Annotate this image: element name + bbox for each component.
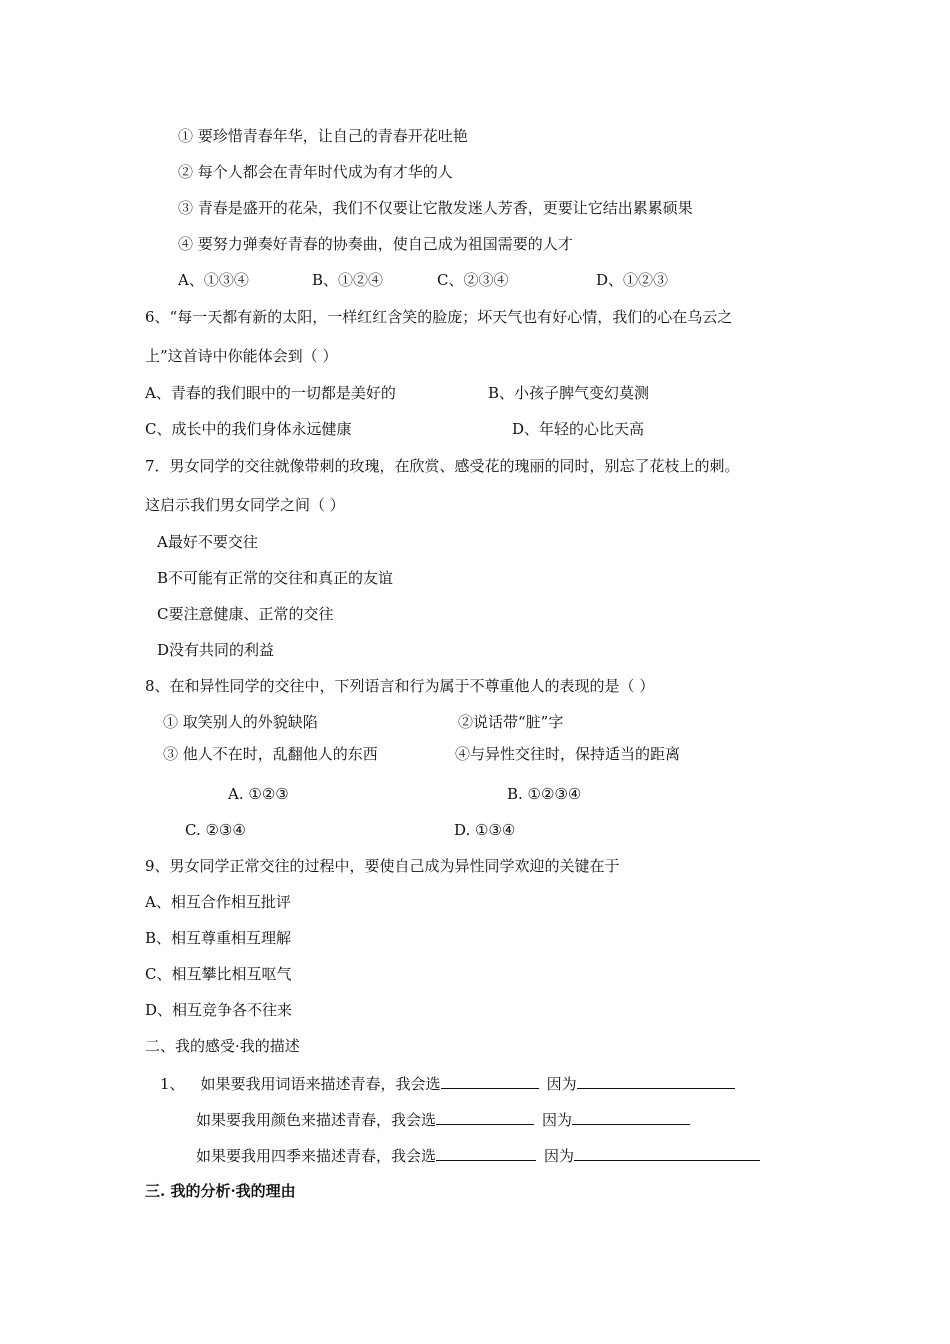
q9-option-b: B、相互尊重相互理解 [145, 929, 292, 947]
section-2-item-2-row [196, 1108, 690, 1130]
q8-choice-c: C. ②③④ [185, 821, 246, 839]
q8-choice-a: A. ①②③ [228, 785, 289, 803]
q5-choice-c: C、②③④ [437, 271, 509, 289]
q8-item-3: ③ 他人不在时，乱翻他人的东西 [163, 745, 378, 763]
words-reason-blank[interactable] [577, 1072, 735, 1089]
q9-option-a: A、相互合作相互批评 [145, 893, 291, 911]
section-2-item-1-row [160, 1072, 735, 1094]
section-2-item-number: 1、 [160, 1075, 185, 1093]
color-reason-label: 因为 [542, 1111, 573, 1129]
q6-stem-line1: 6、“每一天都有新的太阳，一样红红含笑的脸庞；坏天气也有好心情，我们的心在乌云之 [145, 308, 733, 326]
q6-option-b: B、小孩子脾气变幻莫测 [488, 384, 650, 402]
q7-option-a: A最好不要交往 [157, 533, 258, 551]
q8-item-2: ②说话带“脏”字 [458, 713, 564, 731]
season-answer-blank[interactable] [436, 1144, 536, 1161]
q6-option-c: C、成长中的我们身体永远健康 [145, 420, 352, 438]
q9-option-c: C、相互攀比相互呕气 [145, 965, 292, 983]
color-answer-blank[interactable] [436, 1108, 534, 1125]
q8-item-1: ① 取笑别人的外貌缺陷 [163, 713, 318, 731]
color-reason-blank[interactable] [572, 1108, 690, 1125]
q5-option-1: ① 要珍惜青春年华，让自己的青春开花吐艳 [178, 127, 468, 145]
words-answer-blank[interactable] [441, 1072, 539, 1089]
q8-item-4: ④与异性交往时，保持适当的距离 [455, 745, 681, 763]
q5-choice-d: D、①②③ [596, 271, 669, 289]
q7-option-b: B不可能有正常的交往和真正的友谊 [157, 569, 394, 587]
describe-with-season-prompt: 如果要我用四季来描述青春，我会选 [196, 1147, 437, 1165]
describe-with-words-prompt: 如果要我用词语来描述青春，我会选 [200, 1075, 441, 1093]
q6-option-d: D、年轻的心比天高 [512, 420, 645, 438]
section-2-item-3-row [196, 1144, 760, 1166]
q7-option-d: D没有共同的利益 [157, 641, 275, 659]
describe-with-color-prompt: 如果要我用颜色来描述青春，我会选 [196, 1111, 437, 1129]
q6-stem-line2: 上”这首诗中你能体会到（ ） [145, 347, 338, 365]
season-reason-blank[interactable] [574, 1144, 760, 1161]
q6-option-a: A、青春的我们眼中的一切都是美好的 [145, 384, 396, 402]
q8-choice-b: B. ①②③④ [507, 785, 582, 803]
q5-choice-a: A、①③④ [178, 271, 249, 289]
q8-choice-d: D. ①③④ [454, 821, 516, 839]
section-3-heading: 三. 我的分析·我的理由 [145, 1182, 296, 1200]
season-reason-label: 因为 [544, 1147, 575, 1165]
q7-option-c: C要注意健康、正常的交往 [157, 605, 334, 623]
q7-stem-line2: 这启示我们男女同学之间（ ） [145, 496, 345, 514]
q5-option-3: ③ 青春是盛开的花朵，我们不仅要让它散发迷人芳香，更要让它结出累累硕果 [178, 199, 693, 217]
q5-option-2: ② 每个人都会在青年时代成为有才华的人 [178, 163, 453, 181]
words-reason-label: 因为 [546, 1075, 577, 1093]
q5-option-4: ④ 要努力弹奏好青春的协奏曲，使自己成为祖国需要的人才 [178, 235, 573, 253]
q9-option-d: D、相互竞争各不往来 [145, 1001, 293, 1019]
q9-stem: 9、男女同学正常交往的过程中，要使自己成为异性同学欢迎的关键在于 [145, 857, 620, 875]
q7-stem-line1: 7．男女同学的交往就像带刺的玫瑰，在欣赏、感受花的瑰丽的同时，别忘了花枝上的刺。 [145, 457, 740, 475]
q8-stem: 8、在和异性同学的交往中，下列语言和行为属于不尊重他人的表现的是（ ） [145, 677, 655, 695]
section-2-heading: 二、我的感受·我的描述 [145, 1037, 300, 1055]
q5-choice-b: B、①②④ [312, 271, 384, 289]
